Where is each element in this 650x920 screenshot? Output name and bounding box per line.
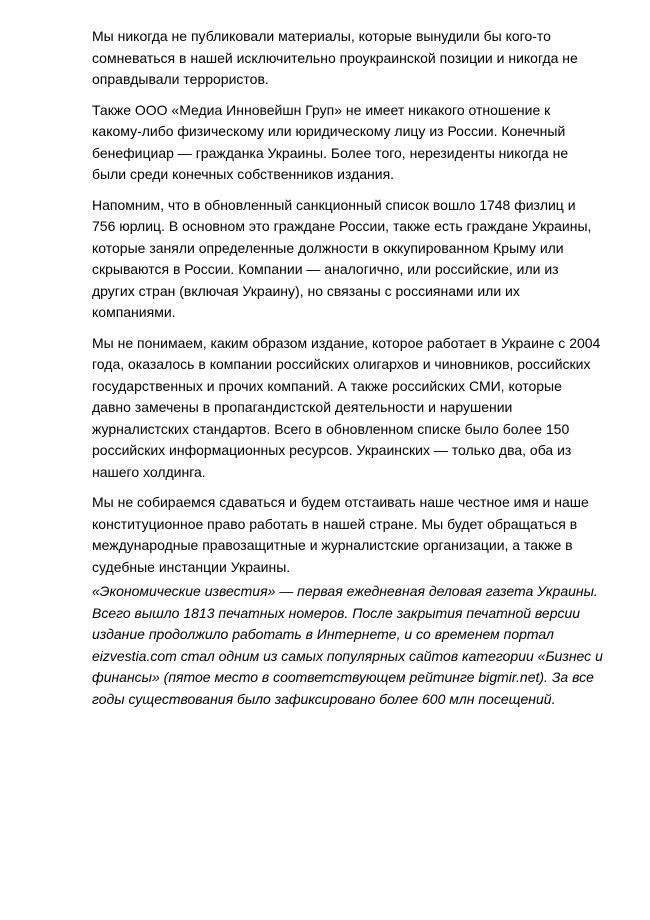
footnote-italic: «Экономические известия» — первая ежедневная деловая газета Украины. Всего вышло 1813 печатных номеров. После закрытия печатной версии издание продолжило работать в Интернете, и со временем портал eizvestia.com стал одним из самых популярных сайтов категории «Бизнес и финансы» (пятое место в соответствующем рейтинге bigmir.net). За все годы существования было зафиксировано более 600 млн посещений. xyxy=(92,583,603,707)
paragraph-4: Мы не понимаем, каким образом издание, которое работает в Украине с 2004 года, оказалось в компании российских олигархов и чиновников, российских государственных и прочих компаний. А также российских СМИ, которые давно замечены в пропагандистской деятельности и нарушении журналистских стандартов. Всего в обновленном списке было более 150 российских информационных ресурсов. Украинских — только два, оба из нашего холдинга. xyxy=(92,334,601,480)
paragraph-5: Мы не собираемся сдаваться и будем отстаивать наше честное имя и наше конституционное право работать в нашей стране. Мы будет обращаться в международные правозащитные и журналистские организации, а также в судебные инстанции Украины. xyxy=(92,494,589,575)
paragraph-1: Мы никогда не публиковали материалы, которые вынудили бы кого-то сомневаться в нашей исключительно проукраинской позиции и никогда не оправдывали террористов. xyxy=(92,28,578,87)
document-body xyxy=(92,26,602,587)
paragraph-3: Напомним, что в обновленный санкционный список вошло 1748 физлиц и 756 юрлиц. В основном это граждане России, также есть граждане Украины, которые заняли определенные должности в оккупированном Крыму или скрываются в России. Компании — аналогично, или российские, или из других стран (включая Украину), но связаны с россиянами или их компаниями. xyxy=(92,196,592,320)
paragraph-2: Также ООО «Медиа Инновейшн Груп» не имеет никакого отношение к какому-либо физическому или юридическому лицу из России. Конечный бенефициар — гражданка Украины. Более того, нерезиденты никогда не были среди конечных собственников издания. xyxy=(92,101,569,182)
